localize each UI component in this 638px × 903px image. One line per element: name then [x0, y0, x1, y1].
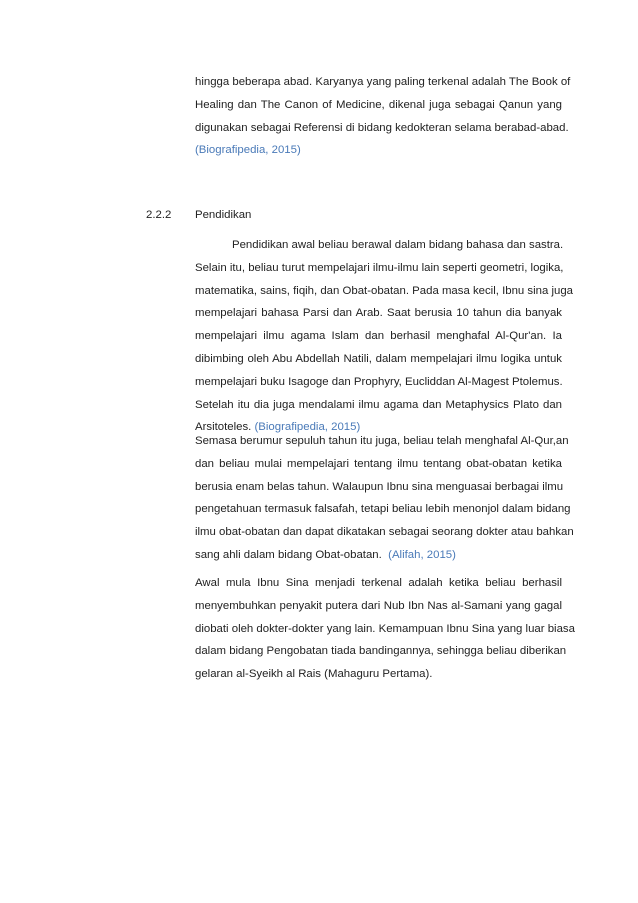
text-line [195, 139, 562, 162]
text-line: Pendidikan awal beliau berawal dalam bidang bahasa dan sastra. [232, 239, 564, 251]
text-line: Selain itu, beliau turut mempelajari ilmu-ilmu lain seperti geometri, logika, [195, 261, 564, 274]
text-line: matematika, sains, fiqih, dan Obat-obatan. Pada masa kecil, Ibnu sina juga [195, 284, 574, 297]
text-line: ilmu obat-obatan dan dapat dikatakan sebagai seorang dokter atau bahkan [195, 526, 574, 539]
paragraph-education [195, 234, 574, 439]
text-line: Semasa berumur sepuluh tahun itu juga, beliau telah menghafal Al-Qur,an [195, 435, 569, 447]
text-fragment: sang ahli dalam bidang Obat-obatan. [195, 548, 382, 561]
text-line: menyembuhkan penyakit putera dari Nub Ibn Nas al-Samani yang gagal [195, 599, 562, 612]
text-fragment: Arsitoteles. [195, 421, 252, 434]
paragraph-fame [195, 572, 575, 686]
citation: (Biografipedia, 2015) [254, 421, 361, 434]
intro-paragraph [195, 71, 571, 162]
text-line: Setelah itu dia juga mendalami ilmu agama dan Metaphysics Plato dan [195, 398, 562, 411]
text-line: Awal mula Ibnu Sina menjadi terkenal adalah ketika beliau berhasil [195, 577, 562, 589]
text-line: dibimbing oleh Abu Abdellah Natili, dalam mempelajari ilmu logika untuk [195, 352, 562, 365]
citation: (Alifah, 2015) [388, 548, 456, 561]
text-line: pengetahuan termasuk falsafah, tetapi beliau lebih menonjol dalam bidang [195, 503, 571, 516]
text-line: mempelajari ilmu agama Islam dan berhasil menghafal Al-Qur'an. Ia [195, 330, 562, 343]
text-line: mempelajari bahasa Parsi dan Arab. Saat berusia 10 tahun dia banyak [195, 307, 562, 320]
text-line: mempelajari buku Isagoge dan Prophyry, Eucliddan Al-Magest Ptolemus. [195, 375, 563, 388]
citation: (Biografipedia, 2015) [195, 144, 301, 157]
text-line: digunakan sebagai Referensi di bidang kedokteran selama berabad-abad. [195, 121, 569, 134]
text-line: berusia enam belas tahun. Walaupun Ibnu sina menguasai berbagai ilmu [195, 480, 564, 493]
paragraph-early-study [195, 430, 574, 567]
text-line: dalam bidang Pengobatan tiada bandingannya, sehingga beliau diberikan [195, 645, 567, 658]
text-line: gelaran al-Syeikh al Rais (Mahaguru Pertama). [195, 668, 433, 681]
text-line [195, 544, 562, 567]
section-title: Pendidikan [195, 209, 252, 221]
section-number: 2.2.2 [146, 209, 172, 221]
text-line: Healing dan The Canon of Medicine, dikenal juga sebagai Qanun yang [195, 98, 562, 111]
text-line: dan beliau mulai mempelajari tentang ilmu tentang obat-obatan ketika [195, 457, 562, 470]
text-line: hingga beberapa abad. Karyanya yang paling terkenal adalah The Book of [195, 76, 571, 88]
text-line: diobati oleh dokter-dokter yang lain. Kemampuan Ibnu Sina yang luar biasa [195, 622, 575, 635]
